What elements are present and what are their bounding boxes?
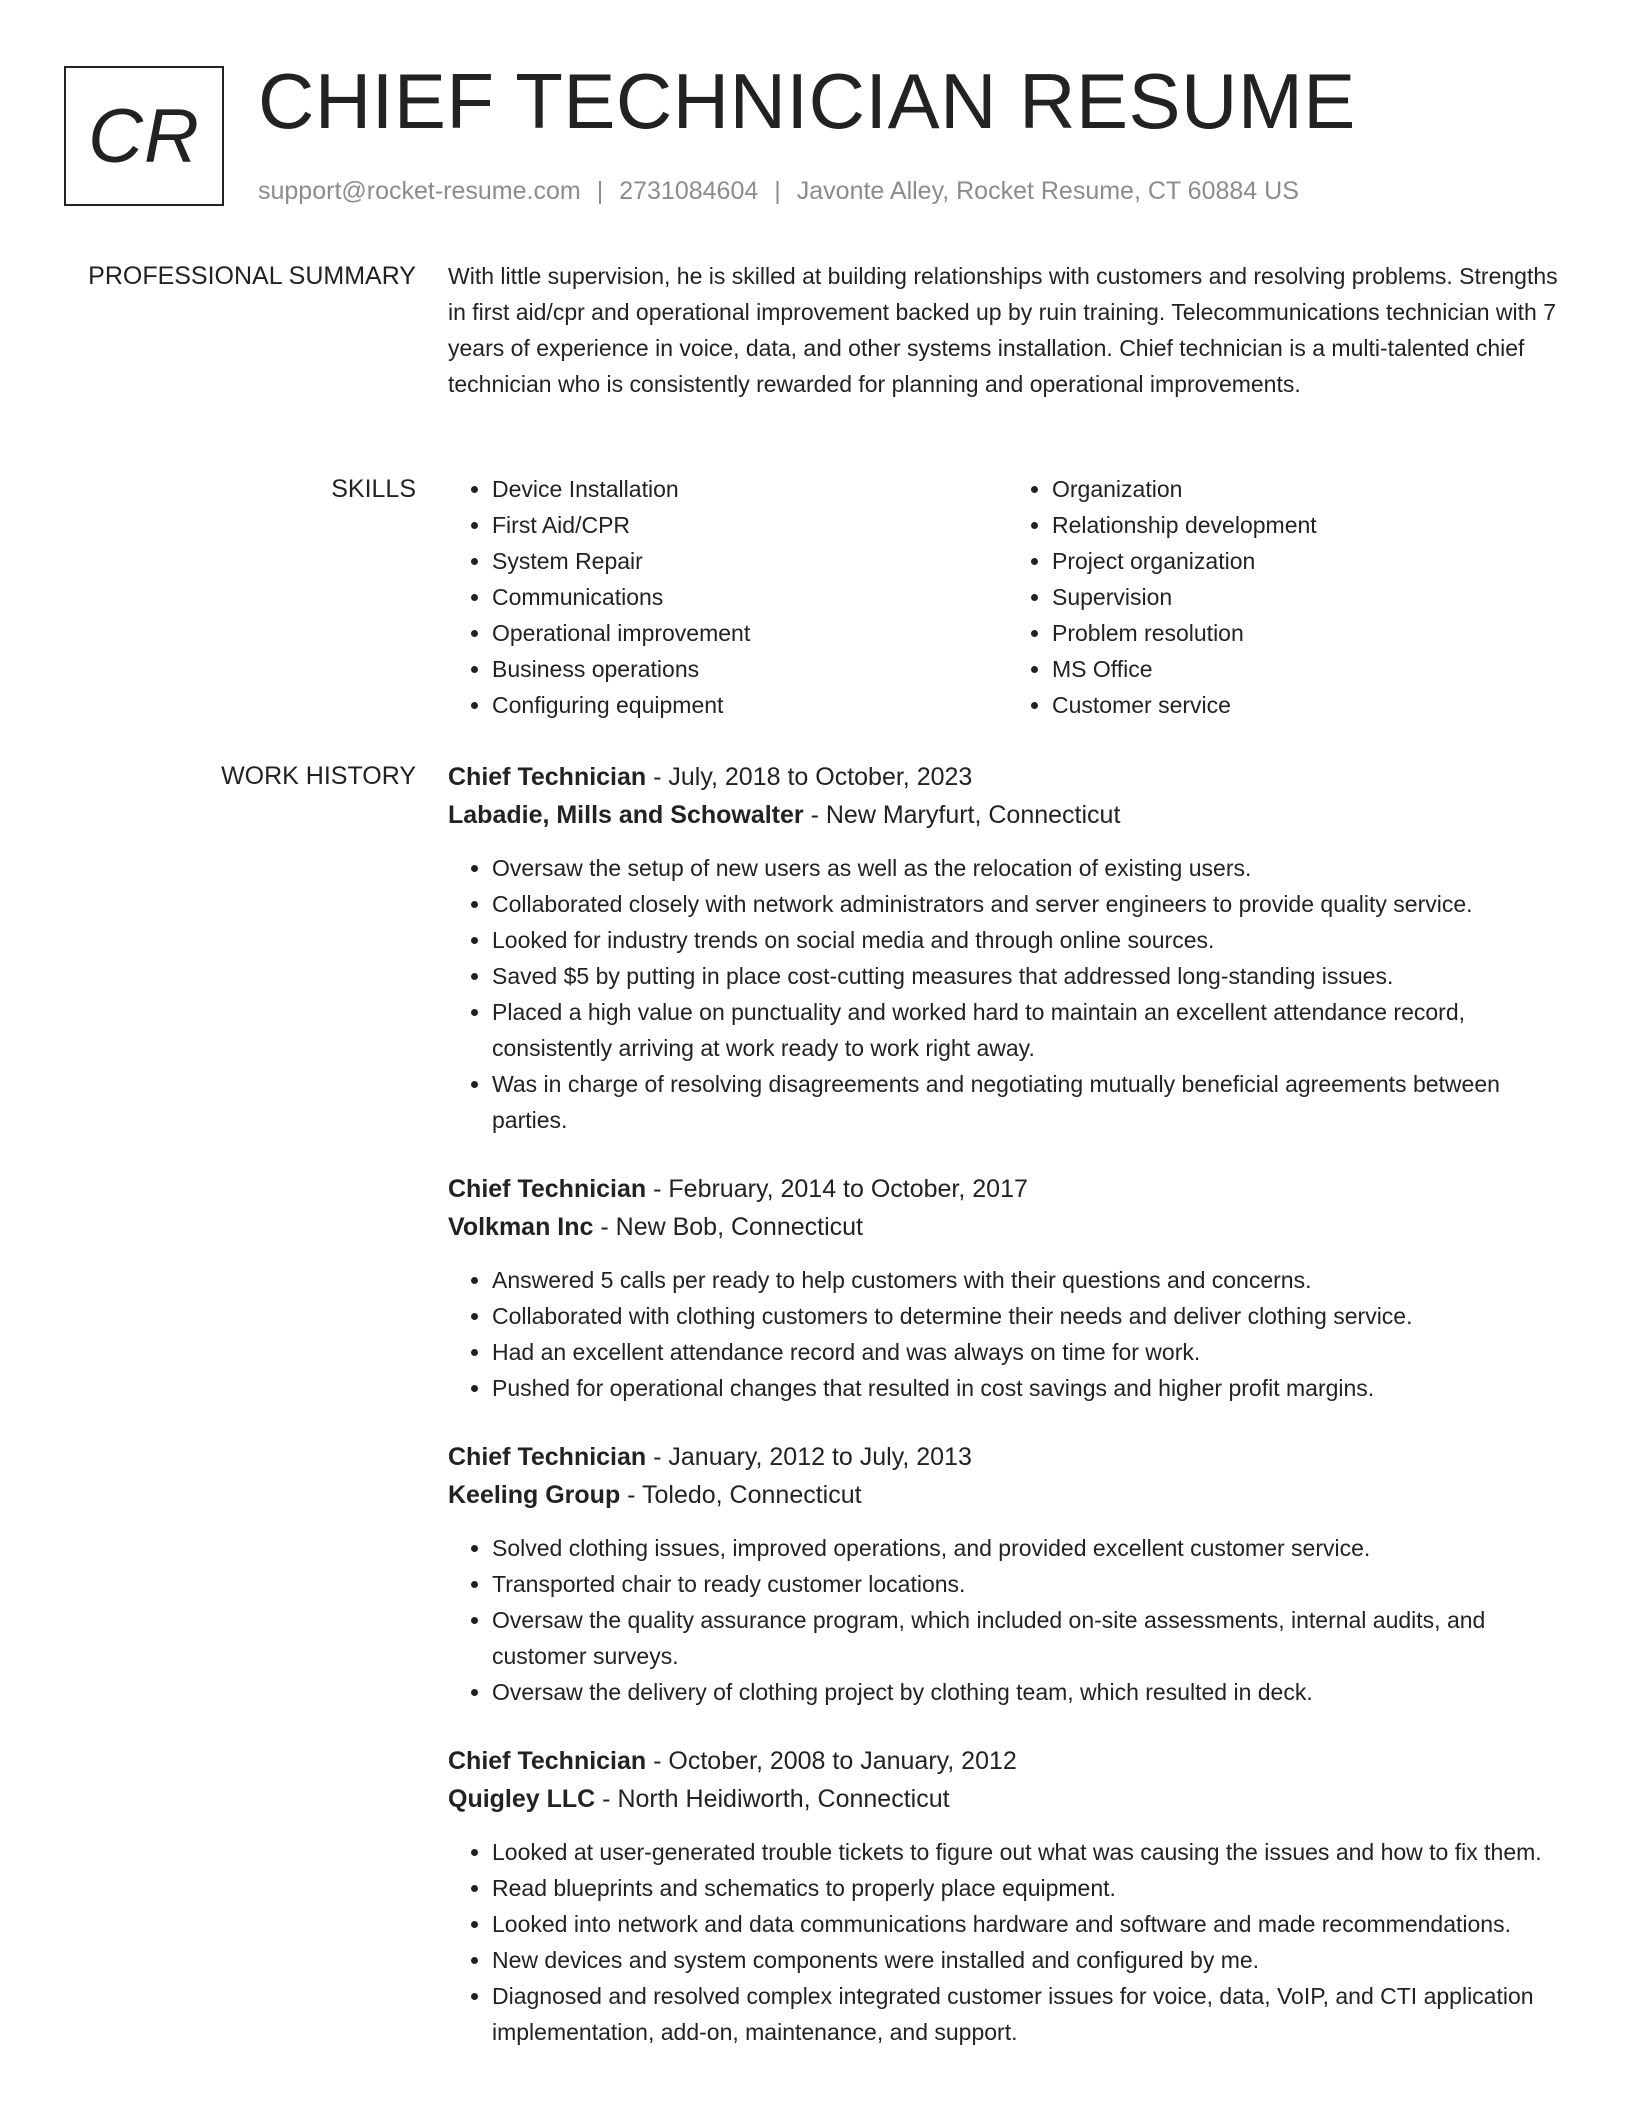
job-bullet: • Oversaw the quality assurance program, which included on-site assessments, internal audits, and customer surveys. — [492, 1602, 1568, 1674]
job-location: - Toledo, Connecticut — [620, 1481, 862, 1509]
skill-item: • Supervision — [1052, 579, 1568, 615]
job-entry — [448, 758, 1568, 1138]
skill-item: • Problem resolution — [1052, 615, 1568, 651]
job-bullet: • Had an excellent attendance record and was always on time for work. — [492, 1334, 1568, 1370]
job-bullet: • Collaborated with clothing customers to determine their needs and deliver clothing service. — [492, 1298, 1568, 1334]
contact-line — [258, 174, 1299, 208]
job-location: - New Bob, Connecticut — [593, 1213, 863, 1241]
job-location: - North Heidiworth, Connecticut — [595, 1785, 950, 1813]
job-company: Quigley LLC — [448, 1785, 596, 1813]
job-dates: - October, 2008 to January, 2012 — [646, 1747, 1017, 1775]
job-bullet: • New devices and system components were installed and configured by me. — [492, 1942, 1568, 1978]
contact-separator: | — [596, 177, 604, 205]
skill-item: • MS Office — [1052, 651, 1568, 687]
job-company-line — [448, 796, 1568, 834]
contact-address: Javonte Alley, Rocket Resume, CT 60884 US — [796, 177, 1299, 205]
job-bullet: • Answered 5 calls per ready to help customers with their questions and concerns. — [492, 1262, 1568, 1298]
job-bullets — [448, 850, 1568, 1138]
skill-item: • Communications — [492, 579, 1008, 615]
contact-phone: 2731084604 — [619, 177, 759, 205]
job-title: Chief Technician — [448, 763, 647, 791]
job-dates: - July, 2018 to October, 2023 — [646, 763, 973, 791]
job-company-line — [448, 1780, 1568, 1818]
job-bullet: • Transported chair to ready customer locations. — [492, 1566, 1568, 1602]
job-bullet: • Collaborated closely with network administrators and server engineers to provide quality service. — [492, 886, 1568, 922]
job-title-line — [448, 1170, 1568, 1208]
job-company: Volkman Inc — [448, 1213, 594, 1241]
job-bullet: • Looked into network and data communications hardware and software and made recommendations. — [492, 1906, 1568, 1942]
job-company: Keeling Group — [448, 1481, 621, 1509]
job-bullet: • Oversaw the setup of new users as well as the relocation of existing users. — [492, 850, 1568, 886]
job-bullet: • Was in charge of resolving disagreements and negotiating mutually beneficial agreements between parties. — [492, 1066, 1568, 1138]
job-title: Chief Technician — [448, 1175, 647, 1203]
job-bullet: • Looked for industry trends on social media and through online sources. — [492, 922, 1568, 958]
job-title-line — [448, 1742, 1568, 1780]
job-title-line — [448, 758, 1568, 796]
skills-list-right — [1008, 471, 1568, 723]
job-bullet: • Saved $5 by putting in place cost-cutting measures that addressed long-standing issues. — [492, 958, 1568, 994]
skill-item: • Project organization — [1052, 543, 1568, 579]
job-title: Chief Technician — [448, 1443, 647, 1471]
job-dates: - January, 2012 to July, 2013 — [646, 1443, 972, 1471]
job-company-line — [448, 1476, 1568, 1514]
skill-item: • System Repair — [492, 543, 1008, 579]
skills-list-left — [448, 471, 1008, 723]
skill-item: • Operational improvement — [492, 615, 1008, 651]
job-bullet: • Oversaw the delivery of clothing project by clothing team, which resulted in deck. — [492, 1674, 1568, 1710]
job-company-line — [448, 1208, 1568, 1246]
job-bullets — [448, 1530, 1568, 1710]
job-bullet: • Looked at user-generated trouble tickets to figure out what was causing the issues and how to fix them. — [492, 1834, 1568, 1870]
job-bullet: • Placed a high value on punctuality and worked hard to maintain an excellent attendance record, consistently arriving at work ready to work right away. — [492, 994, 1568, 1066]
summary-text: With little supervision, he is skilled at building relationships with customers and resolving problems. Strengths in first aid/cpr and operational improvement backed up by ruin training. Telecommunications technician with 7 years of experience in voice, data, and other systems installation. Chief technician is a multi-talented chief technician who is consistently rewarded for planning and operational improvements. — [448, 263, 1558, 397]
skill-item: • Device Installation — [492, 471, 1008, 507]
contact-email: support@rocket-resume.com — [258, 177, 581, 205]
skill-item: • Business operations — [492, 651, 1008, 687]
job-title-line — [448, 1438, 1568, 1476]
monogram-logo: CR — [64, 66, 224, 206]
job-entry — [448, 1438, 1568, 1710]
job-company: Labadie, Mills and Schowalter — [448, 801, 804, 829]
job-title: Chief Technician — [448, 1747, 647, 1775]
job-bullet: • Pushed for operational changes that resulted in cost savings and higher profit margins. — [492, 1370, 1568, 1406]
job-bullets — [448, 1834, 1568, 2050]
skill-item: • First Aid/CPR — [492, 507, 1008, 543]
skill-item: • Configuring equipment — [492, 687, 1008, 723]
job-bullets — [448, 1262, 1568, 1406]
job-bullet: • Diagnosed and resolved complex integrated customer issues for voice, data, VoIP, and CTI application implementation, add-on, maintenance, and support. — [492, 1978, 1568, 2050]
resume-title: CHIEF TECHNICIAN RESUME — [258, 57, 1356, 145]
job-dates: - February, 2014 to October, 2017 — [646, 1175, 1028, 1203]
section-label-skills: SKILLS — [331, 475, 416, 503]
contact-separator: | — [774, 177, 781, 205]
job-bullet: • Read blueprints and schematics to properly place equipment. — [492, 1870, 1568, 1906]
job-entry — [448, 1742, 1568, 2050]
skill-item: • Customer service — [1052, 687, 1568, 723]
job-entry — [448, 1170, 1568, 1406]
job-location: - New Maryfurt, Connecticut — [803, 801, 1121, 829]
skill-item: • Relationship development — [1052, 507, 1568, 543]
section-label-work-history: WORK HISTORY — [221, 762, 416, 790]
job-bullet: • Solved clothing issues, improved operations, and provided excellent customer service. — [492, 1530, 1568, 1566]
section-label-summary: PROFESSIONAL SUMMARY — [88, 262, 416, 290]
skill-item: • Organization — [1052, 471, 1568, 507]
